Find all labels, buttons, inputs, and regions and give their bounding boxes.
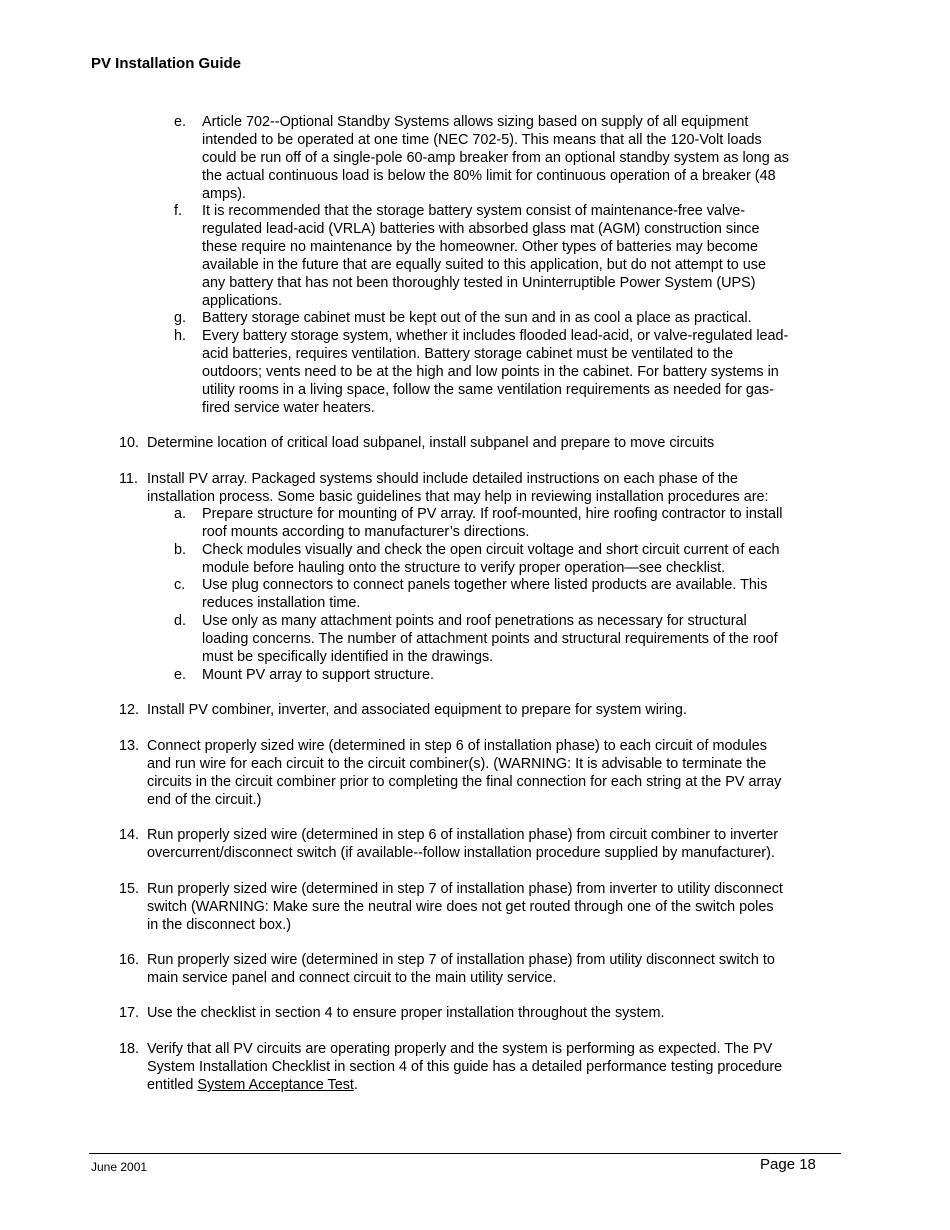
page-header-title: PV Installation Guide [91, 55, 242, 72]
footer-divider [89, 1153, 841, 1154]
system-acceptance-test-link[interactable]: System Acceptance Test [197, 1077, 354, 1093]
document-page: PV Installation Guide e. Article 702--Optional Standby Systems allows sizing based on supply of all equipment intended to be operated at one time (NEC 702-5). This means that all the 120-Volt loads could be run off of a single-pole 60-amp breaker from an optional standby system as long as the actual continuous load is below the 80% limit for continuous operation of a breaker (48 amps). f. It is recommended that the storage battery system consist of maintenance-free valve- regulated lead-acid (VRLA) batteries with absorbed glass mat (AGM) construction since these require no maintenance by the homeowner. Other types of batteries may become available in the future that are equally suited to this application, but do not attempt to use any battery that has not been thoroughly tested in Uninterruptible Power System (UPS) applications. g. Battery storage cabinet must be kept out of the sun and in as cool a place as practical. h. Every battery storage system, whether it includes flooded lead-acid, or valve-regulated lead- acid batteries, requires ventilation. Battery storage cabinet must be ventilated to the outdoors; vents need to be at the high and low points in the cabinet. For battery systems in utility rooms in a living space, follow the same ventilation requirements as needed for gas- fired service water heaters. 10. Determine location of critical load subpanel, install subpanel and prepare to move circuits 11. Install PV array. Packaged systems should include detailed instructions on each phase of the installation process. Some basic guidelines that may help in reviewing installation procedures are: a. Prepare structure for mounting of PV array. If roof-mounted, hire roofing contractor to install roof mounts according to manufacturer’s directions. b. Check modules visually and check the open circuit voltage and short circuit current of each module before hauling onto the structure to verify proper operation—see checklist. c. Use plug connectors to connect panels together where listed products are available. This reduces installation time. d. Use only as many attachment points and roof penetrations as necessary for structural loading concerns. The number of attachment points and structural requirements of the roof must be specifically identified in the drawings. e. Mount PV array to support structure. 12. Install PV combiner, inverter, and associated equipment to prepare for system wiring. 13. Connect properly sized wire (determined in step 6 of installation phase) to each circuit of modules and run wire for each circuit to the circuit combiner(s). (WARNING: It is advisable to terminate the circuits in the circuit combiner prior to completing the final connection for each string at the PV array end of the circuit.) 14. Run properly sized wire (determined in step 6 of installation phase) from circuit combiner to inverter overcurrent/disconnect switch (if available--follow installation procedure supplied by manufacturer). 15. Run properly sized wire (determined in step 7 of installation phase) from inverter to utility disconnect switch (WARNING: Make sure the neutral wire does not get routed through one of the switch poles in the disconnect box.) 16. Run properly sized wire (determined in step 7 of installation phase) from utility disconnect switch to main service panel and connect circuit to the main utility service. 17. Use the checklist in section 4 to ensure proper installation throughout the system. 18. Verify that all PV circuits are operating properly and the system is performing as expected. The PV System Installation Checklist in section 4 of this guide has a detailed performance testing procedure entitled System Acceptance Test. June 2001 Page 18 [0, 0, 950, 1230]
footer-page-number: Page 18 [760, 1156, 816, 1173]
footer-date: June 2001 [91, 1160, 148, 1174]
